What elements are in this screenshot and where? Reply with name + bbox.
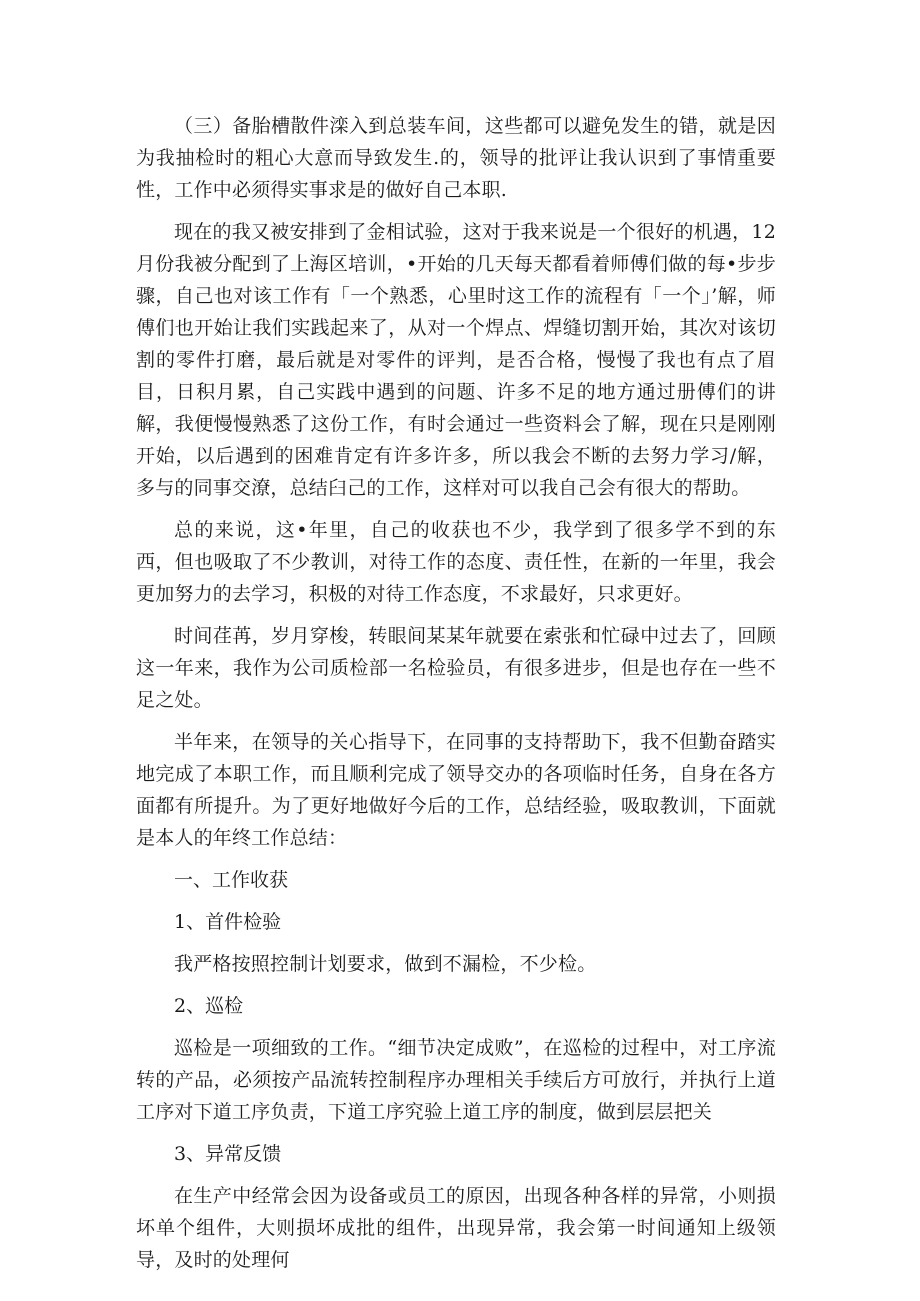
subheading-first-inspection: 1、首件检验	[174, 911, 282, 933]
subheading-patrol-inspection: 2、巡检	[174, 995, 244, 1017]
document-page	[136, 110, 776, 1286]
paragraph-time-review: 时间荏苒，岁月穿梭，转眼间某某年就要在索张和忙碌中过去了，回顾这一年来，我作为公司质检部一名检验员，有很多进步，但是也存在一些不足之处。	[136, 625, 776, 711]
paragraph-spare-tire-error: （三）备胎槽散件滦入到总装车间，这些都可以避免发生的错，就是因为我抽检时的粗心大意而导致发生.的，领导的批评让我认识到了事情重要性，工作中必须得实事求是的做好自己本职.	[136, 115, 776, 201]
section-heading-work-gains: 一、工作收获	[174, 869, 289, 891]
paragraph-first-inspection: 我严格按照控制计划要求，做到不漏检，不少检。	[174, 953, 597, 975]
paragraph-metallographic-training: 现在的我又被安排到了金相试验，这对于我来说是一个很好的机遇，12月份我被分配到了上海区培训，•开始的几天每天都看着师傅们做的每•步步骤，自己也对该工作有「一个熟悉，心里时这工作的流程有「一个」’解，师傅们也开始让我们实践起来了，从对一个焊点、焊缝切割开始，其次对该切割的零件打磨，最后就是对零件的评判，是否合格，慢慢了我也有点了眉目，日积月累，自己实践中遇到的问题、许多不足的地方通过册傅们的讲解，我便慢慢熟悉了这份工作，有时会通过一些资料会了解，现在只是刚刚开始，以后遇到的困难肯定有许多许多，所以我会不断的去努力学习/解，多与的同事交潦，总结臼己的工作，这样对可以我自己会有很大的帮助。	[136, 221, 776, 499]
paragraph-anomaly-feedback: 在生产中经常会因为设备或员工的原因，出现各种各样的异常，小则损坏单个组件，大则损坏成批的组件，出现异常，我会第一时间通知上级领导，及时的处理何	[136, 1185, 776, 1271]
subheading-anomaly-feedback: 3、异常反馈	[174, 1143, 282, 1165]
paragraph-patrol-inspection: 巡检是一项细致的工作。“细节决定成败”，在巡检的过程中，对工序流转的产品，必须按产品流转控制程序办理相关手续后方可放行，并执行上道工序对下道工序负责，下道工序究验上道工序的制度，做到层层把关	[136, 1037, 776, 1123]
paragraph-year-summary: 总的来说，这•年里，自己的收获也不少，我学到了很多学不到的东西，但也吸取了不少教训，对待工作的态度、责任性，在新的一年里，我会更加努力的去学习，积极的对待工作态度，不求最好，只求更好。	[136, 519, 776, 605]
paragraph-half-year: 半年来，在领导的关心指导下，在同事的支持帮助下，我不但勤奋踏实地完成了本职工作，而且顺利完成了领导交办的各项临时任务，自身在各方面都有所提升。为了更好地做好今后的工作，总结经验，吸取教训，下面就是本人的年终工作总结：	[136, 731, 776, 849]
